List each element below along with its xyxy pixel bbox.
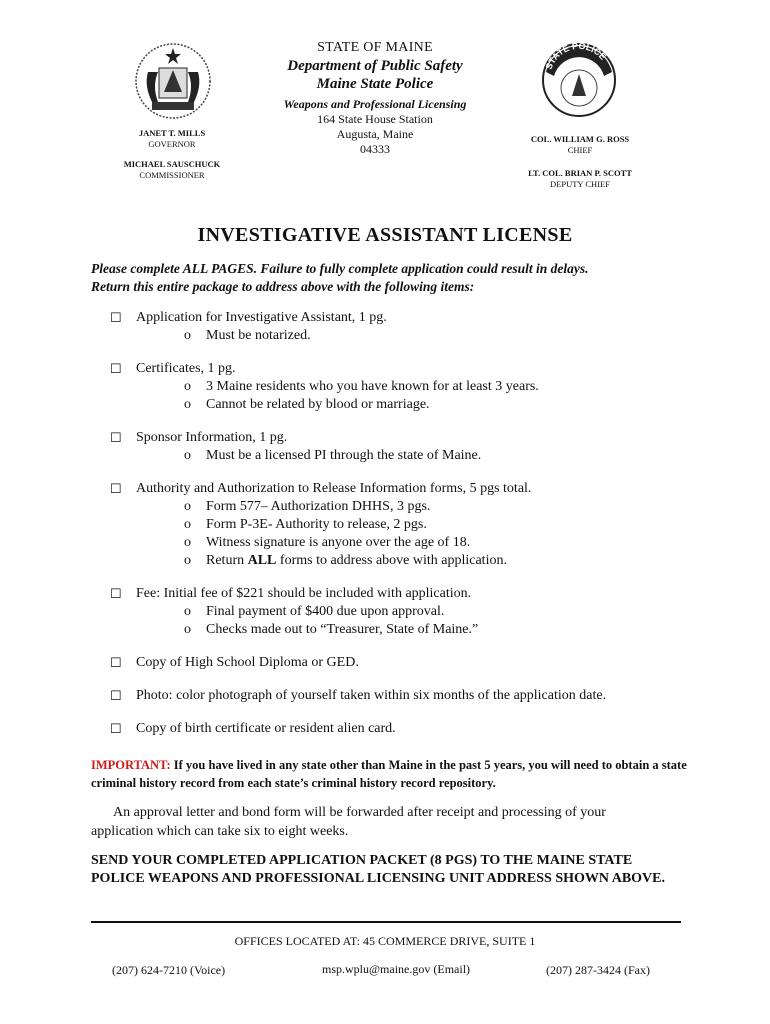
bullet-icon: o: [184, 499, 191, 514]
sub-item: [136, 603, 710, 621]
bullet-icon: o: [184, 379, 191, 394]
sub-item: [136, 396, 710, 414]
chief-name: COL. WILLIAM G. ROSS: [530, 134, 630, 144]
phone-number: (207) 624-7210 (Voice): [112, 963, 226, 977]
agency-name: Maine State Police: [316, 76, 434, 92]
sub-item-text: Must be a licensed PI through the state of Maine.: [206, 448, 482, 463]
badge-text: STATE POLICE: [543, 40, 609, 71]
item-label: Certificates, 1 pg.: [136, 361, 236, 376]
letterhead-center: [250, 40, 500, 157]
sub-item: [136, 327, 710, 345]
item-label: Authority and Authorization to Release Information forms, 5 pgs total.: [136, 481, 532, 496]
governor-title: GOVERNOR: [148, 139, 196, 149]
checkbox-icon[interactable]: ☐: [110, 481, 122, 496]
document-title: INVESTIGATIVE ASSISTANT LICENSE: [197, 224, 573, 246]
sub-item-text: Form 577– Authorization DHHS, 3 pgs.: [206, 499, 431, 514]
checkbox-icon[interactable]: ☐: [110, 310, 122, 325]
checklist-item: [110, 309, 710, 345]
commissioner-title: COMMISSIONER: [139, 170, 205, 180]
bullet-icon: o: [184, 517, 191, 532]
governor-block: [118, 128, 226, 150]
sub-item-text: Return: [206, 553, 248, 568]
commissioner-name: MICHAEL SAUSCHUCK: [123, 159, 221, 169]
state-police-badge: [538, 38, 620, 120]
sub-item: [136, 516, 710, 534]
deputy-block: [512, 168, 648, 190]
address-line2: Augusta, Maine: [336, 127, 414, 141]
bullet-icon: o: [184, 535, 191, 550]
unit-name: Weapons and Professional Licensing: [283, 97, 467, 111]
sub-item-text: Witness signature is anyone over the age of 18.: [206, 535, 471, 550]
checklist-item: [110, 654, 710, 672]
instructions: [91, 260, 691, 296]
department-name: Department of Public Safety: [287, 58, 463, 74]
sub-item-text: Final payment of $400 due upon approval.: [206, 604, 445, 619]
important-label: IMPORTANT:: [91, 758, 171, 772]
sub-item: [136, 498, 710, 516]
email-address[interactable]: msp.wplu@maine.gov (Email): [322, 962, 471, 976]
checklist-item: [110, 687, 710, 705]
deputy-name: LT. COL. BRIAN P. SCOTT: [528, 168, 632, 178]
deputy-title: DEPUTY CHIEF: [550, 179, 610, 189]
footer-divider: [91, 921, 681, 923]
checkbox-icon[interactable]: ☐: [110, 655, 122, 670]
bullet-icon: o: [184, 328, 191, 343]
checklist-item: [110, 720, 710, 738]
bullet-icon: o: [184, 604, 191, 619]
sub-item-text: forms to address above with application.: [276, 553, 507, 568]
chief-block: [516, 134, 644, 156]
checklist-item: [110, 480, 710, 570]
maine-state-seal: [134, 42, 212, 120]
checklist-item: [110, 429, 710, 465]
state-of-maine: STATE OF MAINE: [317, 40, 433, 55]
item-label: Sponsor Information, 1 pg.: [136, 430, 288, 445]
sub-item-text: Checks made out to “Treasurer, State of Maine.”: [206, 622, 479, 637]
bullet-icon: o: [184, 397, 191, 412]
approval-paragraph: An approval letter and bond form will be forwarded after receipt and processing of your application which can take six to eight weeks.: [91, 805, 606, 839]
sub-item-text: Cannot be related by blood or marriage.: [206, 397, 430, 412]
item-label: Copy of birth certificate or resident alien card.: [136, 721, 396, 736]
bullet-icon: o: [184, 448, 191, 463]
commissioner-block: [110, 159, 234, 181]
important-text: If you have lived in any state other than Maine in the past 5 years, you will need to obtain a state criminal history record from each state’s criminal history record repository.: [91, 758, 687, 790]
address-line1: 164 State House Station: [317, 112, 433, 126]
sub-item-text: Form P-3E- Authority to release, 2 pgs.: [206, 517, 427, 532]
fax-number: (207) 287-3424 (Fax): [546, 963, 650, 977]
sub-item: [136, 378, 710, 396]
checkbox-icon[interactable]: ☐: [110, 361, 122, 376]
checklist: [110, 309, 710, 753]
item-label: Copy of High School Diploma or GED.: [136, 655, 359, 670]
important-notice: [91, 756, 691, 792]
send-instructions: SEND YOUR COMPLETED APPLICATION PACKET (8 PGS) TO THE MAINE STATE POLICE WEAPONS AND PROFESSIONAL LICENSING UNIT ADDRESS SHOWN ABOVE.: [91, 853, 666, 886]
checklist-item: [110, 360, 710, 414]
sub-item: [136, 621, 710, 639]
sub-item-text: 3 Maine residents who you have known for at least 3 years.: [206, 379, 539, 394]
checkbox-icon[interactable]: ☐: [110, 688, 122, 703]
emphasis-all: ALL: [247, 553, 277, 568]
address-line3: 04333: [360, 142, 390, 156]
sub-item: [136, 447, 710, 465]
instructions-line2: Return this entire package to address above with the following items:: [91, 279, 475, 294]
sub-item: [136, 552, 710, 570]
checkbox-icon[interactable]: ☐: [110, 586, 122, 601]
item-label: Fee: Initial fee of $221 should be included with application.: [136, 586, 472, 601]
sub-item: [136, 534, 710, 552]
checkbox-icon[interactable]: ☐: [110, 721, 122, 736]
sub-item-text: Must be notarized.: [206, 328, 311, 343]
governor-name: JANET T. MILLS: [138, 128, 206, 138]
chief-title: CHIEF: [567, 145, 593, 155]
bullet-icon: o: [184, 553, 191, 568]
bullet-icon: o: [184, 622, 191, 637]
instructions-line1: Please complete ALL PAGES. Failure to fully complete application could result in delays.: [91, 261, 589, 276]
item-label: Application for Investigative Assistant, 1 pg.: [136, 310, 387, 325]
checkbox-icon[interactable]: ☐: [110, 430, 122, 445]
offices-address: OFFICES LOCATED AT: 45 COMMERCE DRIVE, SUITE 1: [234, 934, 536, 948]
item-label: Photo: color photograph of yourself taken within six months of the application date.: [136, 688, 607, 703]
checklist-item: [110, 585, 710, 639]
